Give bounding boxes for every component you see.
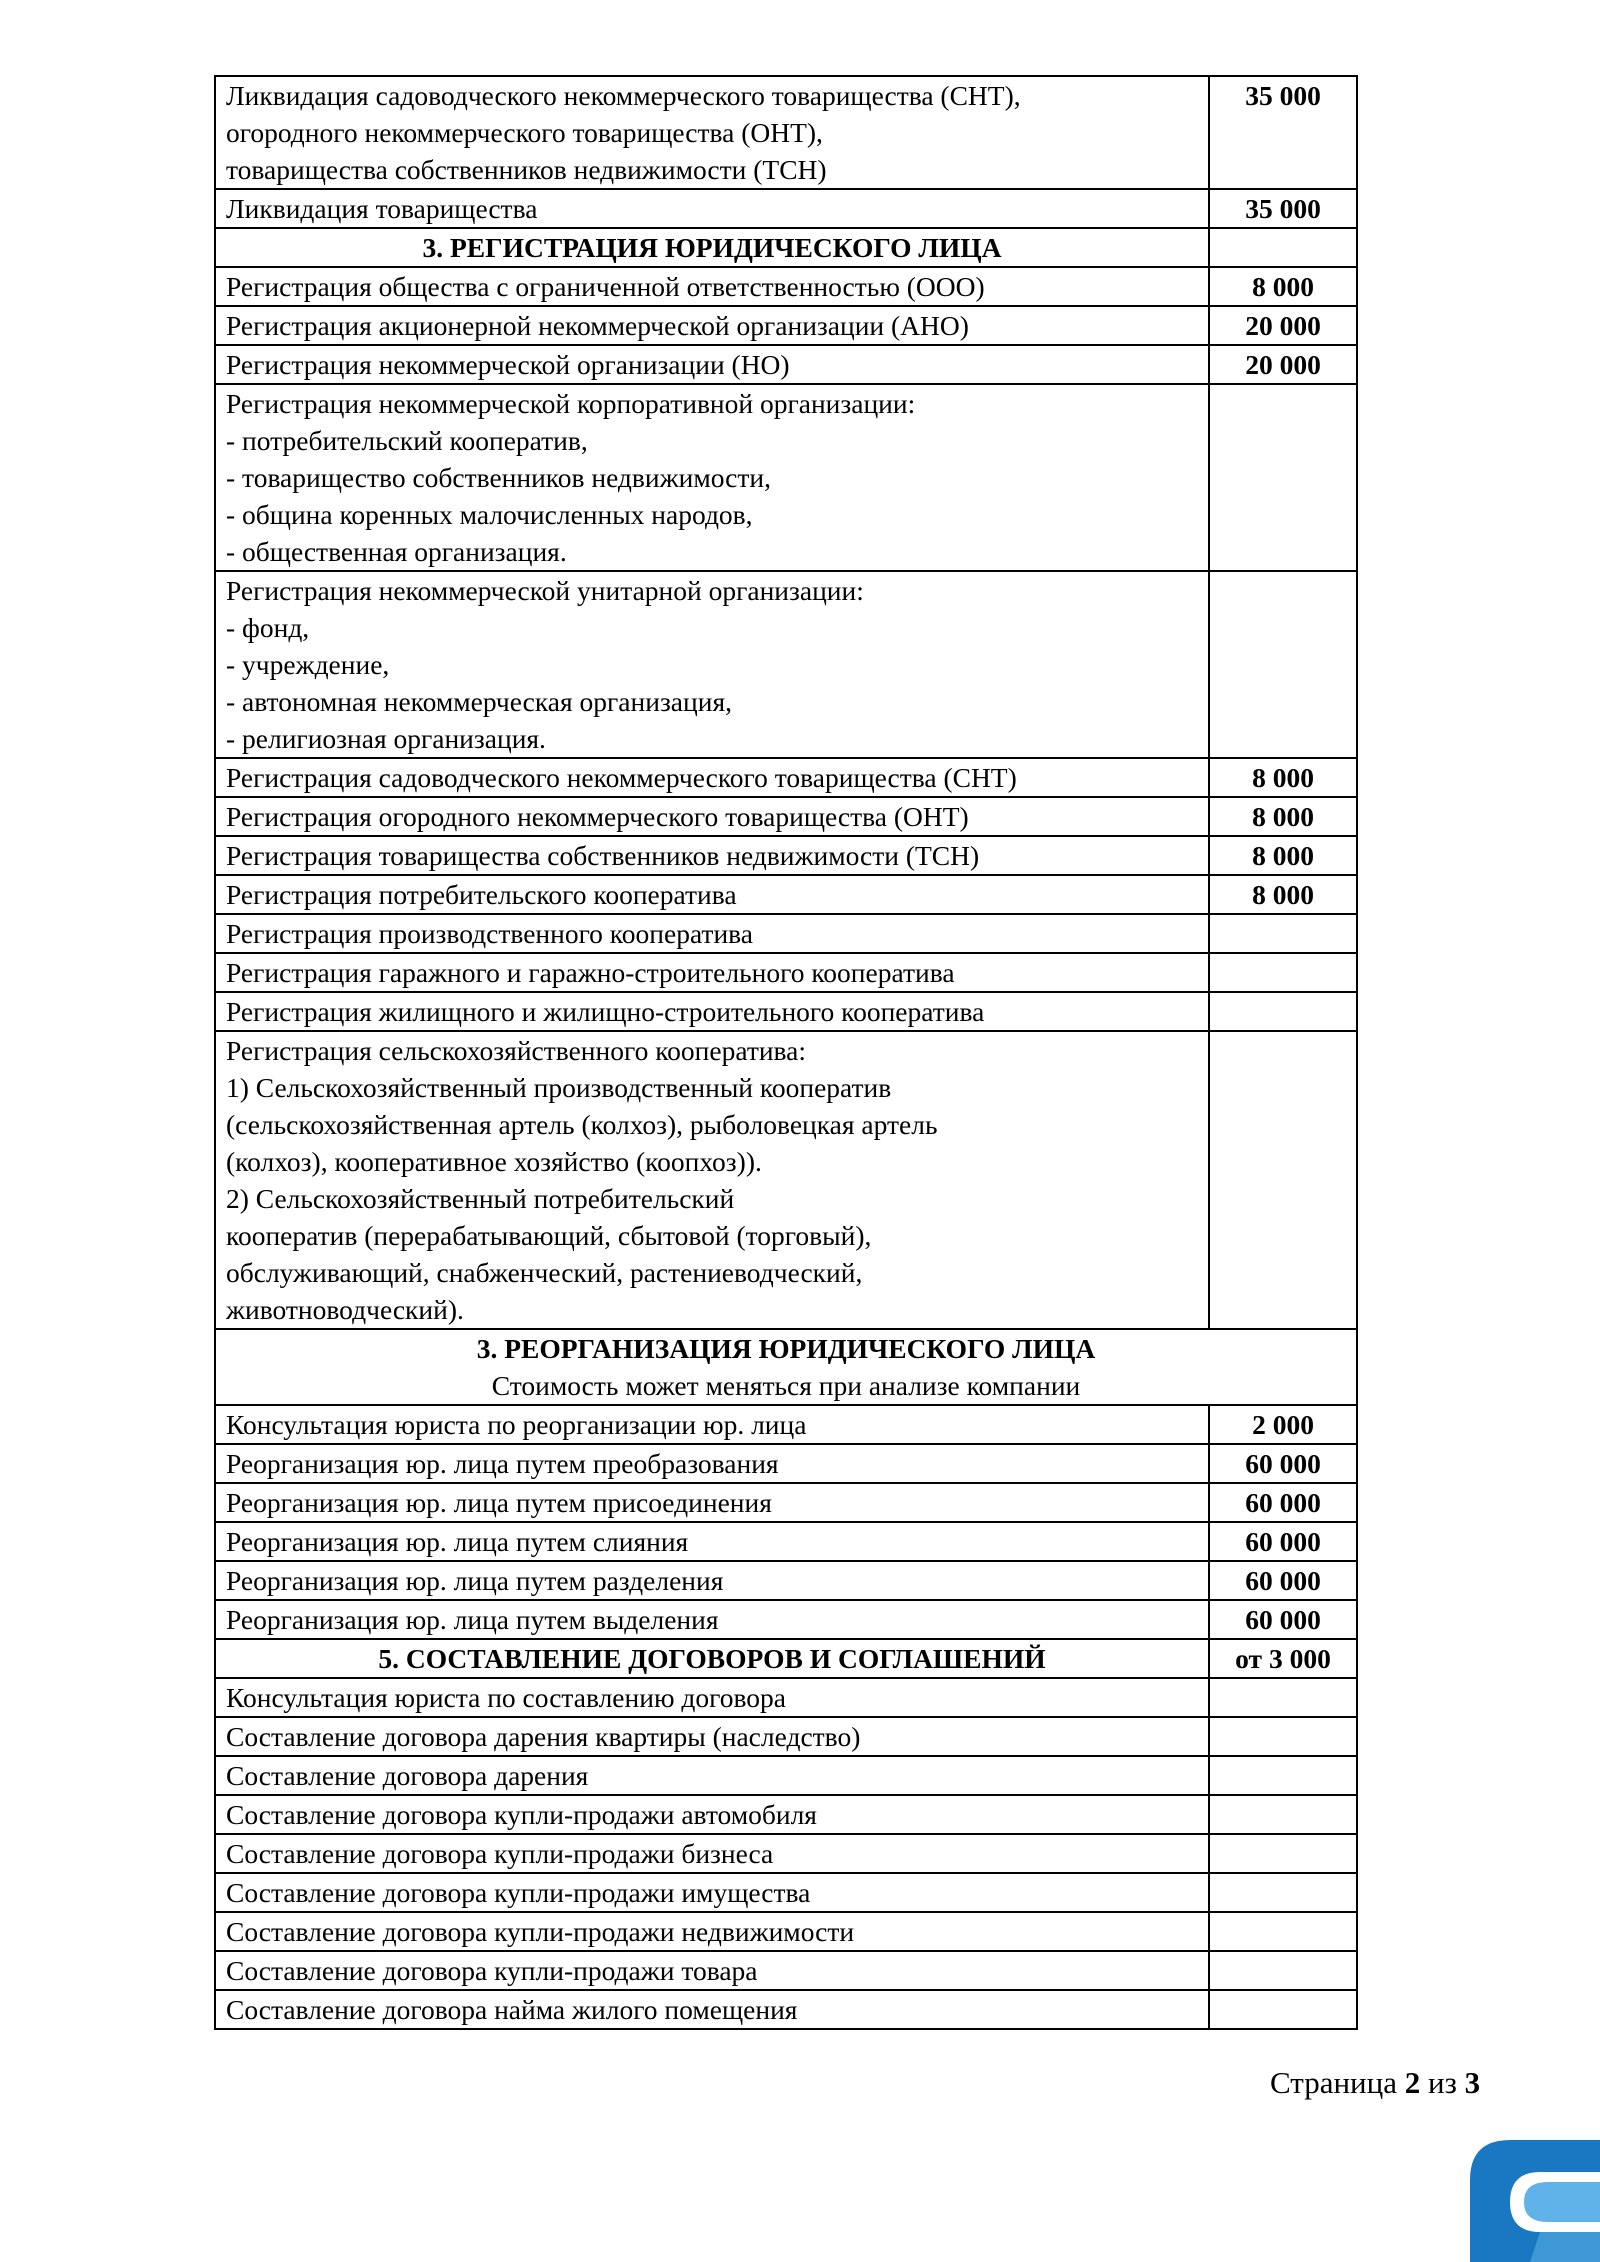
service-price: 8 000 [1209, 758, 1357, 797]
service-name: Регистрация некоммерческой унитарной организации: - фонд, - учреждение, - автономная некоммерческая организация, - религиозная организация. [215, 571, 1209, 758]
section-heading-row [215, 1639, 1357, 1678]
table-row [215, 1912, 1357, 1951]
service-name: Регистрация садоводческого некоммерческого товарищества (СНТ) [215, 758, 1209, 797]
page-word: Страница [1270, 2065, 1397, 2100]
service-name: Регистрация некоммерческой корпоративной организации: - потребительский кооператив, - товарищество собственников недвижимости, - община коренных малочисленных народов, - общественная организация. [215, 384, 1209, 571]
section-heading: 3. РЕГИСТРАЦИЯ ЮРИДИЧЕСКОГО ЛИЦА [215, 228, 1209, 267]
table-row [215, 306, 1357, 345]
table-row [215, 1990, 1357, 2029]
table-row [215, 1951, 1357, 1990]
table-row [215, 836, 1357, 875]
service-name: Консультация юриста по составлению договора [215, 1678, 1209, 1717]
service-price: 8 000 [1209, 875, 1357, 914]
table-row [215, 345, 1357, 384]
service-name: Составление договора найма жилого помещения [215, 1990, 1209, 2029]
service-price [1209, 228, 1357, 267]
table-row [215, 1444, 1357, 1483]
service-price: 2 000 [1209, 1405, 1357, 1444]
service-price: 60 000 [1209, 1600, 1357, 1639]
service-name: Составление договора дарения [215, 1756, 1209, 1795]
table-row [215, 1561, 1357, 1600]
service-name: Регистрация некоммерческой организации (НО) [215, 345, 1209, 384]
service-price [1209, 1678, 1357, 1717]
table-row [215, 1834, 1357, 1873]
service-price [1209, 953, 1357, 992]
table-row [215, 1600, 1357, 1639]
service-price: 20 000 [1209, 306, 1357, 345]
service-name: Регистрация сельскохозяйственного кооператива: 1) Сельскохозяйственный производственный кооператив (сельскохозяйственная артель (колхоз), рыболовецкая артель (колхоз), кооперативное хозяйство (коопхоз)). 2) Сельскохозяйственный потребительский кооператив (перерабатывающий, сбытовой (торговый), обслуживающий, снабженческий, растениеводческий, животноводческий). [215, 1031, 1209, 1329]
service-name: Регистрация акционерной некоммерческой организации (АНО) [215, 306, 1209, 345]
service-name: Ликвидация садоводческого некоммерческого товарищества (СНТ), огородного некоммерческого товарищества (ОНТ), товарищества собственников недвижимости (ТСН) [215, 76, 1209, 189]
service-price: 60 000 [1209, 1522, 1357, 1561]
section-heading-subtitle: Стоимость может меняться при анализе компании [491, 1370, 1081, 1401]
service-name: Реорганизация юр. лица путем выделения [215, 1600, 1209, 1639]
service-name: Консультация юриста по реорганизации юр. лица [215, 1405, 1209, 1444]
page-footer [1270, 2065, 1480, 2101]
service-price [1209, 1834, 1357, 1873]
page-total: 3 [1464, 2065, 1481, 2100]
price-table [214, 75, 1358, 2030]
service-price [1209, 1951, 1357, 1990]
service-name: Составление договора купли-продажи товара [215, 1951, 1209, 1990]
table-row [215, 1795, 1357, 1834]
table-row [215, 1031, 1357, 1329]
service-name: Регистрация гаражного и гаражно-строительного кооператива [215, 953, 1209, 992]
service-price: 20 000 [1209, 345, 1357, 384]
service-name: Регистрация огородного некоммерческого товарищества (ОНТ) [215, 797, 1209, 836]
table-row [215, 1717, 1357, 1756]
service-name: Составление договора купли-продажи имущества [215, 1873, 1209, 1912]
price-table-body [215, 76, 1357, 2029]
company-logo-icon [1470, 2140, 1600, 2262]
service-price [1209, 914, 1357, 953]
service-name: Составление договора дарения квартиры (наследство) [215, 1717, 1209, 1756]
of-word: из [1427, 2065, 1457, 2100]
service-price [1209, 1756, 1357, 1795]
table-row [215, 1678, 1357, 1717]
service-price [1209, 384, 1357, 571]
service-price [1209, 1795, 1357, 1834]
service-name: Составление договора купли-продажи бизнеса [215, 1834, 1209, 1873]
service-name: Регистрация потребительского кооператива [215, 875, 1209, 914]
page-current: 2 [1404, 2065, 1421, 2100]
service-name: Реорганизация юр. лица путем присоединения [215, 1483, 1209, 1522]
table-row [215, 76, 1357, 189]
service-price: 8 000 [1209, 267, 1357, 306]
service-name: Составление договора купли-продажи недвижимости [215, 1912, 1209, 1951]
service-price [1209, 1717, 1357, 1756]
service-price: 35 000 [1209, 76, 1357, 189]
table-row [215, 1405, 1357, 1444]
service-name: Регистрация общества с ограниченной ответственностью (ООО) [215, 267, 1209, 306]
service-price [1209, 1912, 1357, 1951]
service-price: от 3 000 [1209, 1639, 1357, 1678]
table-row [215, 1756, 1357, 1795]
table-row [215, 758, 1357, 797]
service-price: 8 000 [1209, 836, 1357, 875]
table-row [215, 953, 1357, 992]
service-name: Регистрация товарищества собственников недвижимости (ТСН) [215, 836, 1209, 875]
table-row [215, 1873, 1357, 1912]
table-row [215, 1522, 1357, 1561]
service-name: Составление договора купли-продажи автомобиля [215, 1795, 1209, 1834]
service-name: Реорганизация юр. лица путем преобразования [215, 1444, 1209, 1483]
service-name: Регистрация производственного кооператива [215, 914, 1209, 953]
table-row [215, 384, 1357, 571]
service-price [1209, 1031, 1357, 1329]
section-heading [215, 1329, 1357, 1405]
service-price: 60 000 [1209, 1483, 1357, 1522]
table-row [215, 797, 1357, 836]
service-name: Ликвидация товарищества [215, 189, 1209, 228]
service-name: Реорганизация юр. лица путем слияния [215, 1522, 1209, 1561]
section-heading: 5. СОСТАВЛЕНИЕ ДОГОВОРОВ И СОГЛАШЕНИЙ [215, 1639, 1209, 1678]
table-row [215, 571, 1357, 758]
section-heading-row [215, 228, 1357, 267]
service-price [1209, 1873, 1357, 1912]
table-row [215, 1483, 1357, 1522]
service-name: Реорганизация юр. лица путем разделения [215, 1561, 1209, 1600]
section-heading-row [215, 1329, 1357, 1405]
service-price [1209, 1990, 1357, 2029]
section-heading-title: 3. РЕОРГАНИЗАЦИЯ ЮРИДИЧЕСКОГО ЛИЦА [476, 1333, 1096, 1364]
table-row [215, 914, 1357, 953]
service-price [1209, 992, 1357, 1031]
table-row [215, 875, 1357, 914]
service-price: 60 000 [1209, 1561, 1357, 1600]
service-price: 8 000 [1209, 797, 1357, 836]
service-price: 60 000 [1209, 1444, 1357, 1483]
service-price: 35 000 [1209, 189, 1357, 228]
service-name: Регистрация жилищного и жилищно-строительного кооператива [215, 992, 1209, 1031]
table-row [215, 267, 1357, 306]
table-row [215, 189, 1357, 228]
service-price [1209, 571, 1357, 758]
table-row [215, 992, 1357, 1031]
